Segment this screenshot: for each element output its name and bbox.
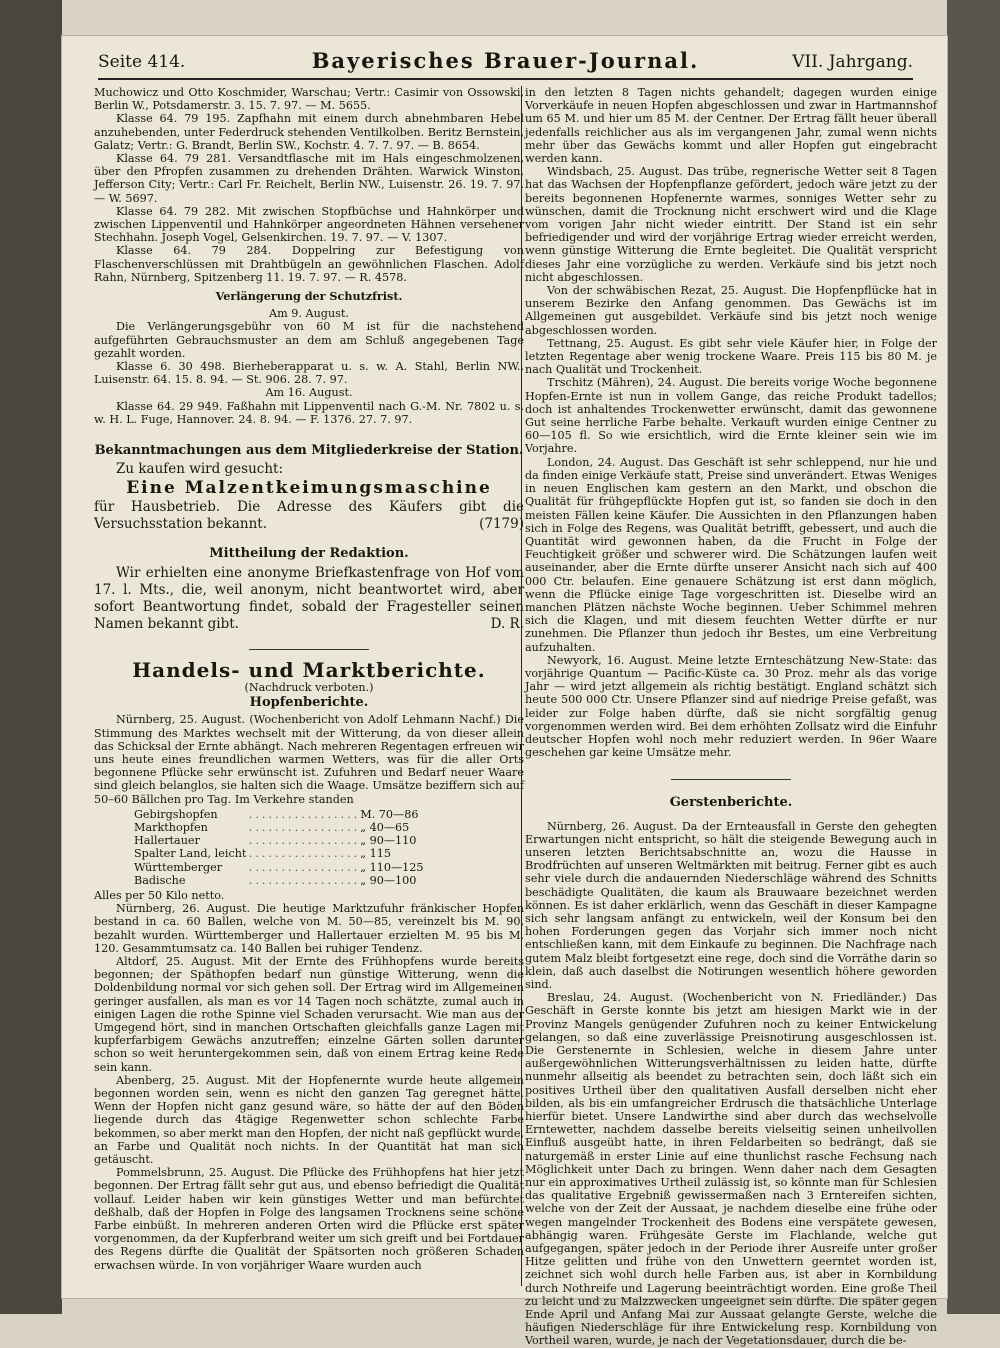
newspaper-page — [62, 36, 947, 1348]
market-report: Abenberg, 25. August. Mit der Hopfenernte wurde heute allgemein begonnen worden sein, wenn es nicht den ganzen Tag geregnet hätte. Wenn der Hopfen nicht ganz gesund wäre, so hätte der auf den Böden liegende durch das 4tägige Regenwetter schon schlechte Farbe bekommen, so aber merkt man den Hopfen, der nicht naß gepflückt wurde, an Farbe und Qualität noch nichts. In der Quantität hat man sich getäuscht. — [94, 1073, 524, 1166]
market-report: Pommelsbrunn, 25. August. Die Pflücke des Frühhopfens hat hier jetzt begonnen. Der Ertrag fällt sehr gut aus, und ebenso befriedigt die Qualität vollauf. Leider haben wir kein günstiges Wetter und man befürchtet deßhalb, daß der Hopfen in Folge des langsamen Trocknens seine schöne Farbe einbüßt. In mehreren anderen Orten wird die Pflücke erst später vorgenommen, da der Kupferbrand weiter um sich greift und bei Fortdauer des Regens dürfte die Qualität der Spätsorten noch größeren Schaden erwachsen würde. In von vorjähriger Waare wurden auch — [94, 1166, 524, 1272]
separator — [671, 779, 791, 780]
ad-intro: Zu kaufen wird gesucht: — [116, 461, 284, 478]
price-value: M. 70—86 — [360, 807, 419, 821]
leader-dots: ................. — [248, 873, 361, 887]
price-row — [134, 847, 434, 860]
price-row — [134, 821, 434, 834]
price-row — [134, 861, 434, 874]
leader-dots: ................. — [248, 820, 361, 834]
section-heading: Mittheilung der Redaktion. — [209, 546, 409, 562]
price-value: „ 90—100 — [360, 873, 417, 887]
market-report: Nürnberg, 26. August. Die heutige Marktzufuhr fränkischer Hopfen bestand in ca. 60 Ballen, welche von M. 50—85, vereinzelt bis M. 90, bezahlt wurden. Württemberger und Hallertauer erzielten M. 95 bis M. 120. Gesammtumsatz ca. 140 Ballen bei ruhiger Tendenz. — [94, 902, 524, 955]
header-rule — [98, 78, 913, 80]
editor-sign: D. R. — [490, 615, 524, 632]
price-row — [134, 834, 434, 847]
price-row — [134, 808, 434, 821]
ad-title: Eine Malzentkeimungsmaschine — [126, 478, 492, 499]
leader-dots: ................. — [248, 807, 361, 821]
leader-dots: ................. — [248, 860, 361, 874]
reprint-note: (Nachdruck verboten.) — [244, 680, 374, 694]
price-value: „ 40—65 — [360, 820, 410, 834]
price-value: „ 90—110 — [360, 834, 417, 848]
page-number: Seite 414. — [98, 52, 186, 72]
volume: VII. Jahrgang. — [792, 52, 913, 72]
section-heading: Verlängerung der Schutzfrist. — [215, 289, 403, 304]
date-line: Am 16. August. — [265, 386, 353, 400]
price-value: „ 110—125 — [360, 860, 424, 874]
market-report: Von der schwäbischen Rezat, 25. August. Die Hopfenpflücke hat in unserem Bezirke den Anfang genommen. Das Gewächs ist im Allgemeinen gut ausgebildet. Verkäufe sind bis jetzt noch wenige abgeschlossen worden. — [525, 284, 937, 337]
market-report: Tettnang, 25. August. Es gibt sehr viele Käufer hier, in Folge der letzten Regentage aber wenig trockene Waare. Preis 115 bis 80 M. je nach Qualität und Trockenheit. — [525, 336, 937, 377]
price-label: Württemberger — [134, 860, 223, 874]
price-label: Badische — [134, 873, 186, 887]
patent-entry: Klasse 64. 79 195. Zapfhahn mit einem durch abnehmbaren Hebel anzuhebenden, unter Federdruck stehenden Ventilkolben. Beritz Bernstein, Galatz; Vertr.: G. Brandt, Berlin SW., Kochstr. 4. 7. 7. 97. — B. 8654. — [94, 112, 524, 152]
leader-dots: ................. — [248, 834, 361, 848]
separator — [249, 649, 369, 650]
scan-edge-right — [947, 0, 1000, 1314]
price-value: „ 115 — [360, 847, 391, 861]
market-report: Nürnberg, 25. August. (Wochenbericht von Adolf Lehmann Nachf.) Die Stimmung des Marktes wechselt mit der Witterung, da von dieser allein das Schicksal der Ernte abhängt. Nach mehreren Regentagen erfreuen wir uns heute eines freundlichen warmen Wetters, was für die aller Orts begonnene Pflücke sehr erwünscht ist. Zufuhren und Bedarf neuer Waare sind gleich belanglos, sie halten sich die Waage. Umsätze beziffern sich auf 50–60 Bällchen pro Tag. Im Verkehre standen — [94, 713, 524, 806]
price-table — [134, 808, 434, 887]
price-note: Alles per 50 Kilo netto. — [94, 888, 225, 902]
editorial-note: Wir erhielten eine anonyme Briefkastenfrage von Hof vom 17. l. Mts., die, weil anonym, nicht beantwortet wird, aber sofort Beantwortung findet, sobald der Fragesteller seinen Namen bekannt gibt. D. R. — [94, 564, 524, 632]
price-label: Markthopfen — [134, 820, 208, 834]
market-report: Nürnberg, 26. August. Da der Ernteausfall in Gerste den gehegten Erwartungen nicht entspricht, so hält die steigende Bewegung auch in unseren letzten Berichtsabschnitte an, wozu die Hausse in Brodfrüchten auf unseren Weltmärkten mit beitrug. Ferner gibt es auch sehr viele durch die andauernden Niederschläge während des Schnitts beschädigte Qualitäten, die kaum als Brauwaare bezeichnet werden können. Es ist daher erklärlich, wenn das Geschäft in dieser Kampagne sich sehr langsam anfängt zu entwickeln, weil der Konsum bei den hohen Forderungen gegen das Vorjahr sich immer noch nicht entschließen kann, mit dem Einkaufe zu beginnen. Die Nachfrage nach gutem Malz bleibt fortgesetzt eine rege, doch sind die Vorräthe darin so klein, daß auch daselbst die Notirungen wesentlich höhere geworden sind. — [525, 819, 937, 991]
price-label: Spalter Land, leicht — [134, 847, 247, 861]
scan-edge-left — [0, 0, 62, 1314]
price-row — [134, 874, 434, 887]
patent-entry: Klasse 64. 79 282. Mit zwischen Stopfbüchse und Hahnkörper und zwischen Lippenventil und Hahnkörper angeordneten Hähnen versehener Stechhahn. Joseph Vogel, Gelsenkirchen. 19. 7. 97. — V. 1307. — [94, 204, 524, 245]
left-column — [94, 86, 524, 1272]
market-report: Windsbach, 25. August. Das trübe, regnerische Wetter seit 8 Tagen hat das Wachsen der Hopfenpflanze gefördert, jedoch wäre jetzt zu der bereits begonnenen Hopfenernte warmes, sonniges Wetter sehr zu wünschen, damit die Trocknung nicht erschwert wird und die Klage vom vorigen Jahr nicht wieder eintritt. Der Stand ist ein sehr befriedigender und wird der vorjährige Ertrag wieder erreicht werden, wenn günstige Witterung die Ernte begleitet. Die Qualität verspricht dieses Jahr eine vorzügliche zu werden. Verkäufe sind bis jetzt noch nicht abgeschlossen. — [525, 165, 937, 284]
patent-entry: Muchowicz und Otto Koschmider, Warschau; Vertr.: Casimir von Ossowski, Berlin W., Potsdamerstr. 3. 15. 7. 97. — M. 5655. — [94, 86, 524, 113]
market-report: Trschitz (Mähren), 24. August. Die bereits vorige Woche begonnene Hopfen-Ernte ist nun in vollem Gange, das reiche Produkt tadellos; doch ist anhaltendes Trockenwetter erwünscht, damit das gewonnene Gut seine herrliche Farbe behalte. Verkauft wurden einige Centner zu 60—105 fl. So wie ersichtlich, wird die Ernte kleiner sein wie im Vorjahre. — [525, 376, 937, 456]
market-report: Newyork, 16. August. Meine letzte Ernteschätzung New-State: das vorjährige Quantum — Pacific-Küste ca. 30 Proz. mehr als das vorige Jahr — wird jetzt allgemein als richtig bestätigt. England schätzt sich heute 500 000 Ctr. Unsere Pflanzer sind auf niedrige Preise gefaßt, was leider zur Folge haben dürfte, daß sie nicht sorgfältig genug vorgenommen werden wird. Bei dem erhöhten Zollsatz wird die Einfuhr deutscher Hopfen wohl noch mehr reduziert werden. In 96er Waare geschehen gar keine Umsätze mehr. — [525, 653, 937, 760]
ad-number: (7179) — [479, 516, 524, 533]
notice-text: Die Verlängerungsgebühr von 60 M ist für die nachstehend aufgeführten Gebrauchsmuster an dem am Schluß angegebenen Tage gezahlt worden. — [94, 320, 524, 360]
right-column — [525, 86, 937, 1348]
patent-entry: Klasse 6. 30 498. Bierheberapparat u. s. w. A. Stahl, Berlin NW., Luisenstr. 64. 15. 8. 94. — St. 906. 28. 7. 97. — [94, 360, 524, 387]
price-label: Hallertauer — [134, 834, 200, 848]
subsection-title: Hopfenberichte. — [249, 695, 369, 711]
main-section-title: Handels- und Marktberichte. — [132, 657, 486, 682]
journal-title: Bayerisches Brauer-Journal. — [311, 48, 700, 73]
patent-entry: Klasse 64. 29 949. Faßhahn mit Lippenventil nach G.-M. Nr. 7802 u. s. w. H. L. Fuge, Hannover. 24. 8. 94. — F. 1376. 27. 7. 97. — [94, 399, 524, 426]
market-report: Breslau, 24. August. (Wochenbericht von N. Friedländer.) Das Geschäft in Gerste konnte bis jetzt am hiesigen Markt wie in der Provinz Mangels genügender Zufuhren noch zu keiner Entwickelung gelangen, so daß eine zuverlässige Preisnotirung ausgeschlossen ist. Die Gerstenernte in Schlesien, welche in diesem Jahre unter außergewöhnlichen Witterungsverhältnissen zu leiden hatte, dürfte nunmehr allseitig als beendet zu betrachten sein, doch läßt sich ein positives Urtheil über den qualitativen Ausfall derselben nicht eher bilden, als bis ein umfangreicher Erdrusch die thatsächliche Unterlage hierfür bietet. Unsere Landwirthe sind aber durch das wechselvolle Erntewetter, nachdem dasselbe bereits vielseitig seinen unheilvollen Einfluß ausgeübt hatte, in ihren Feldarbeiten so bedrängt, daß sie naturgemäß in erster Linie auf eine thunlichst rasche Fechsung nach Möglichkeit unter Dach zu bringen. Wenn daher nach dem Gesagten nur ein approximatives Urtheil zulässig ist, so könnte man für Schlesien das qualitative Ergebniß gewissermaßen nach 3 Erntereifen sichten, welche von der Zeit der Aussaat, je nachdem dieselbe eine frühe oder wegen mangelnder Trockenheit des Bodens eine verspätete gewesen, abhängig waren. Frühgesäte Gerste im Flachlande, welche gut aufgegangen, später jedoch in der Periode ihrer Ausreife unter großer Hitze gelitten und frühe von den Unwettern geerntet worden ist, zeichnet sich wohl durch helle Farben aus, ist aber in Kornbildung durch Nothreife und Lagerung beeinträchtigt worden. Eine große Theil zu leicht und zu Malzzwecken ungeeignet sein dürfte. Die später gegen Ende April und Anfang Mai zur Aussaat gelangte Gerste, welche die häufigen Niederschläge für ihre Entwickelung resp. Kornbildung von Vortheil waren, wurde, je nach der Vegetationsdauer, durch die be- — [525, 991, 937, 1348]
patent-entry: Klasse 64. 79 284. Doppelring zur Befestigung von Flaschenverschlüssen mit Drahtbügeln an gewöhnlichen Flaschen. Adolf Rahn, Nürnberg, Spitzenberg 11. 19. 7. 97. — R. 4578. — [94, 244, 524, 284]
page-header — [98, 46, 913, 76]
subsection-title: Gerstenberichte. — [669, 795, 793, 811]
ad-text: für Hausbetrieb. Die Adresse des Käufers gibt die Versuchsstation bekannt. (7179) — [94, 499, 524, 533]
market-report: London, 24. August. Das Geschäft ist sehr schleppend, nur hie und da finden einige Verkäufe statt, Preise sind unverändert. Etwas Weniges in neuen Englischen kam gestern an den Markt, und obschon die Qualität für frühgepflückte Hopfen gut ist, so fanden sie doch in den meisten Fällen keine Käufer. Die Aussichten in den Pflanzungen haben sich in Folge des Regens, was Qualität betrifft, gebessert, und auch die Quantität wird gewonnen haben, da die Frucht in Folge der Feuchtigkeit größer und schwerer wird. Die Schätzungen laufen weit auseinander, aber die Ernte dürfte unserer Ansicht nach sich auf 400 000 Ctr. belaufen. Eine genauere Schätzung ist erst dann möglich, wenn die Pflücke einige Tage vorgeschritten ist. Dieselbe wird an manchen Plätzen nächste Woche beginnen. Ueber Schimmel mehren sich die Klagen, und mit diesem feuchten Wetter dürfte er nur zunehmen. Die Pflanzer thun jedoch ihr Bestes, um eine Verbreitung aufzuhalten. — [525, 455, 937, 654]
section-heading: Bekanntmachungen aus dem Mitgliederkreise der Station. — [94, 443, 524, 459]
date-line: Am 9. August. — [269, 307, 349, 321]
market-report: in den letzten 8 Tagen nichts gehandelt; dagegen wurden einige Vorverkäufe in neuen Hopfen abgeschlossen und zwar in Hartmannshof um 65 M. und hier um 85 M. der Centner. Der Ertrag fällt heuer überall jedenfalls reichlicher aus als im vergangenen Jahr, zumal wenn nichts mehr über das Gewächs kommt und aller Hopfen gut eingebracht werden kann. — [525, 86, 937, 166]
price-label: Gebirgshopfen — [134, 807, 218, 821]
market-report: Altdorf, 25. August. Mit der Ernte des Frühhopfens wurde bereits begonnen; der Späthopfen bedarf nun günstige Witterung, wenn die Doldenbildung normal vor sich gehen soll. Der Ertrag wird im Allgemeinen geringer ausfallen, als man es vor 14 Tagen noch schätzte, zumal auch in einigen Lagen die rothe Spinne viel Schaden verursacht. Wie man aus der Umgegend hört, sind in manchen Ortschaften gleichfalls ganze Lagen mit kupferfarbigem Gewächs anzutreffen; einzelne Gärten sollen darunter schon so weit heruntergekommen sein, daß von einem Ertrag keine Rede sein kann. — [94, 954, 524, 1074]
leader-dots: ................. — [248, 847, 361, 861]
patent-entry: Klasse 64. 79 281. Versandtflasche mit im Hals eingeschmolzenen, über den Pfropfen zusammen zu drehenden Drähten. Warwick Winston, Jefferson City; Vertr.: Carl Fr. Reichelt, Berlin NW., Luisenstr. 26. 19. 7. 97. — W. 5697. — [94, 152, 524, 205]
